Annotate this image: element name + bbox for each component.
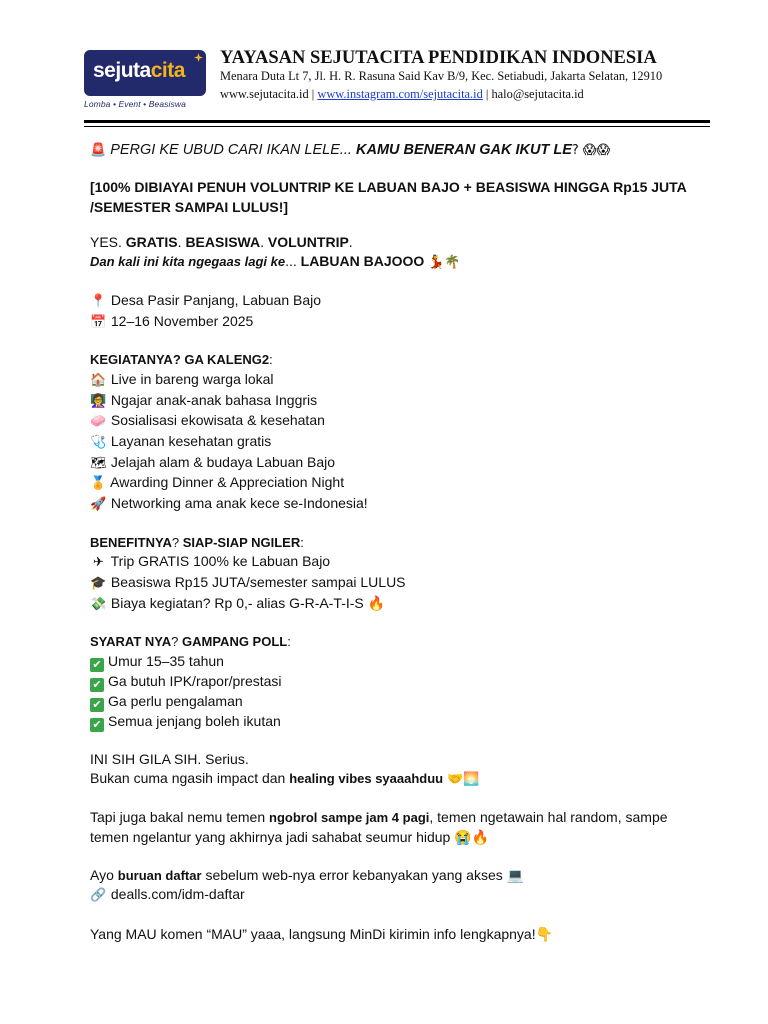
dot: . [260,234,265,250]
cta-bold: buruan daftar [117,867,202,883]
list-item [90,692,720,712]
link-icon: 🔗 [90,888,107,904]
organization-name: YAYASAN SEJUTACITA PENDIDIKAN INDONESIA [220,48,657,68]
benefits-list [90,552,720,614]
list-item [90,672,720,692]
cta-line [90,866,720,886]
yes-line [90,233,720,252]
benefits-heading-b: SIAP-SIAP NGILER [182,534,301,550]
star-icon [194,53,203,62]
logo-main: sejuta [93,59,151,82]
check-icon: ✔ [90,658,104,672]
organization-address: Menara Duta Lt 7, Jl. H. R. Rasuna Said Kav B/9, Kec. Setiabudi, Jakarta Selatan, 12910 [220,69,663,83]
cta-prefix: Ayo [90,866,114,883]
requirements-heading-a: SYARAT NYA [90,634,172,649]
benefits-heading [90,534,720,553]
list-item-text: Ngajar anak-anak bahasa Inggris [110,391,318,408]
rocket-icon: 🚀 [90,497,107,513]
map-icon: 🗺 [90,455,107,471]
yes-gratis: GRATIS [125,234,178,250]
email-text: halo@sejutacita.id [491,87,584,101]
list-item-text: Ga butuh IPK/rapor/prestasi [108,672,282,689]
benefits-heading-a: BENEFITNYA [90,534,172,550]
friends-prefix: Tapi juga bakal nemu temen [90,809,266,826]
friends-bold: ngobrol sampe jam 4 pagi [269,810,430,826]
location-text: Desa Pasir Panjang, Labuan Bajo [110,292,322,309]
requirements-heading [90,633,720,652]
requirements-list [90,652,720,732]
list-item [90,370,720,391]
list-item-text: Semua jenjang boleh ikutan [108,712,281,729]
impact-line [90,769,720,790]
banner-line-1: [100% DIBIAYAI PENUH VOLUNTRIP KE LABUAN BAJO + BEASISWA HINGGA Rp15 JUTA [90,179,687,195]
registration-link[interactable]: dealls.com/idm-daftar [110,886,245,903]
logo-tagline: Lomba • Event • Beasiswa [84,99,186,109]
list-item-text: Sosialisasi ekowisata & kesehatan [110,412,325,429]
airplane-icon: ✈ [93,555,104,571]
money-icon: 💸 [90,596,107,612]
handshake-sunrise-icon: 🤝🌅 [447,772,480,788]
check-icon: ✔ [90,698,104,712]
list-item [90,652,720,672]
impact-bold: healing vibes syaaahduu [289,771,444,787]
organization-contacts [220,87,584,102]
separator: | [485,87,489,101]
check-icon: ✔ [90,718,104,732]
instagram-link[interactable]: www.instagram.com/sejutacita.id [317,87,483,101]
list-item-text: Umur 15–35 tahun [108,652,224,669]
crazy-line: INI SIH GILA SIH. Serius. [90,751,249,768]
activities-heading-text: KEGIATANYA? GA KALENG2 [90,352,270,368]
calendar-icon: 📅 [90,314,107,330]
teacher-icon: 👩‍🏫 [90,393,107,409]
list-item-text: Networking ama anak kece se-Indonesia! [110,495,368,512]
list-item-text: Live in bareng warga lokal [110,370,274,387]
cta-suffix: sebelum web-nya error kebanyakan yang akses 💻 [205,866,525,883]
logo-accent: cita [150,59,185,82]
location-line [90,291,720,312]
yes-beasiswa: BEASISWA [185,234,261,250]
pin-icon: 📍 [90,294,107,310]
siren-icon: 🚨 [90,143,107,158]
list-item [90,573,720,594]
question-mark: ? [171,634,179,649]
headline-bold: KAMU BENERAN GAK IKUT LE [356,142,572,158]
banner-line-2: /SEMESTER SAMPAI LULUS!] [90,199,289,215]
list-item [90,411,720,432]
again-dots: ... [285,252,297,269]
closing-line: Yang MAU komen “MAU” yaaa, langsung MinDi kirimin info lengkapnya!👇 [90,925,554,942]
colon: : [269,352,273,368]
friends-suffix: , temen ngetawain hal random, sampe [429,809,668,826]
letterhead-divider-thick [84,120,710,123]
house-icon: 🏠 [90,372,107,388]
letterhead-divider-thin [84,126,710,127]
list-item [90,594,720,615]
activities-heading [90,351,720,370]
link-line [90,885,720,906]
friends-line-2: temen ngelantur yang akhirnya jadi sahabat seumur hidup 😭🔥 [90,829,490,846]
headline [90,140,720,161]
again-bold: LABUAN BAJOOO [300,252,425,269]
yes-voluntrip: VOLUNTRIP [267,234,349,250]
list-item-text: Awarding Dinner & Appreciation Night [110,474,345,491]
dot: . [177,234,182,250]
list-item [90,391,720,412]
website-text: www.sejutacita.id [220,87,309,101]
list-item-text: Layanan kesehatan gratis [110,433,272,449]
friends-line-1 [90,808,720,828]
list-item [90,552,720,573]
again-italic: Dan kali ini kita ngegaas lagi ke [90,253,286,269]
impact-prefix: Bukan cuma ngasih impact dan [90,770,286,787]
dance-palm-icon: 💃🌴 [428,254,461,270]
colon: : [287,634,291,649]
headline-end: ? 😱😱 [571,143,611,158]
list-item-text: Trip GRATIS 100% ke Labuan Bajo [110,553,331,570]
list-item-text: Biaya kegiatan? Rp 0,- alias G-R-A-T-I-S 🔥 [110,594,386,611]
list-item [90,432,720,453]
colon: : [300,534,304,550]
question-mark: ? [171,534,180,550]
list-item-text: Ga perlu pengalaman [108,692,243,709]
letterhead [84,46,710,126]
graduation-cap-icon: 🎓 [90,575,107,591]
sejutacita-logo [84,50,206,96]
list-item [90,494,720,515]
list-item [90,712,720,732]
soap-icon: 🧼 [90,414,107,430]
headline-italic: PERGI KE UBUD CARI IKAN LELE... [110,142,352,158]
medal-icon: 🏅 [90,476,107,492]
activities-list [90,370,720,515]
list-item [90,453,720,474]
yes-prefix: YES. [90,234,122,250]
list-item-text: Beasiswa Rp15 JUTA/semester sampai LULUS [110,573,406,590]
logo-wordmark [93,59,185,83]
requirements-heading-b: GAMPANG POLL [182,634,288,649]
again-line [90,252,720,273]
check-icon: ✔ [90,678,104,692]
date-text: 12–16 November 2025 [110,312,254,329]
stethoscope-icon: 🩺 [90,435,107,450]
dot: . [348,234,353,250]
separator: | [311,87,315,101]
list-item [90,473,720,494]
date-line [90,312,720,333]
list-item-text: Jelajah alam & budaya Labuan Bajo [110,453,336,470]
post-body [90,140,720,943]
